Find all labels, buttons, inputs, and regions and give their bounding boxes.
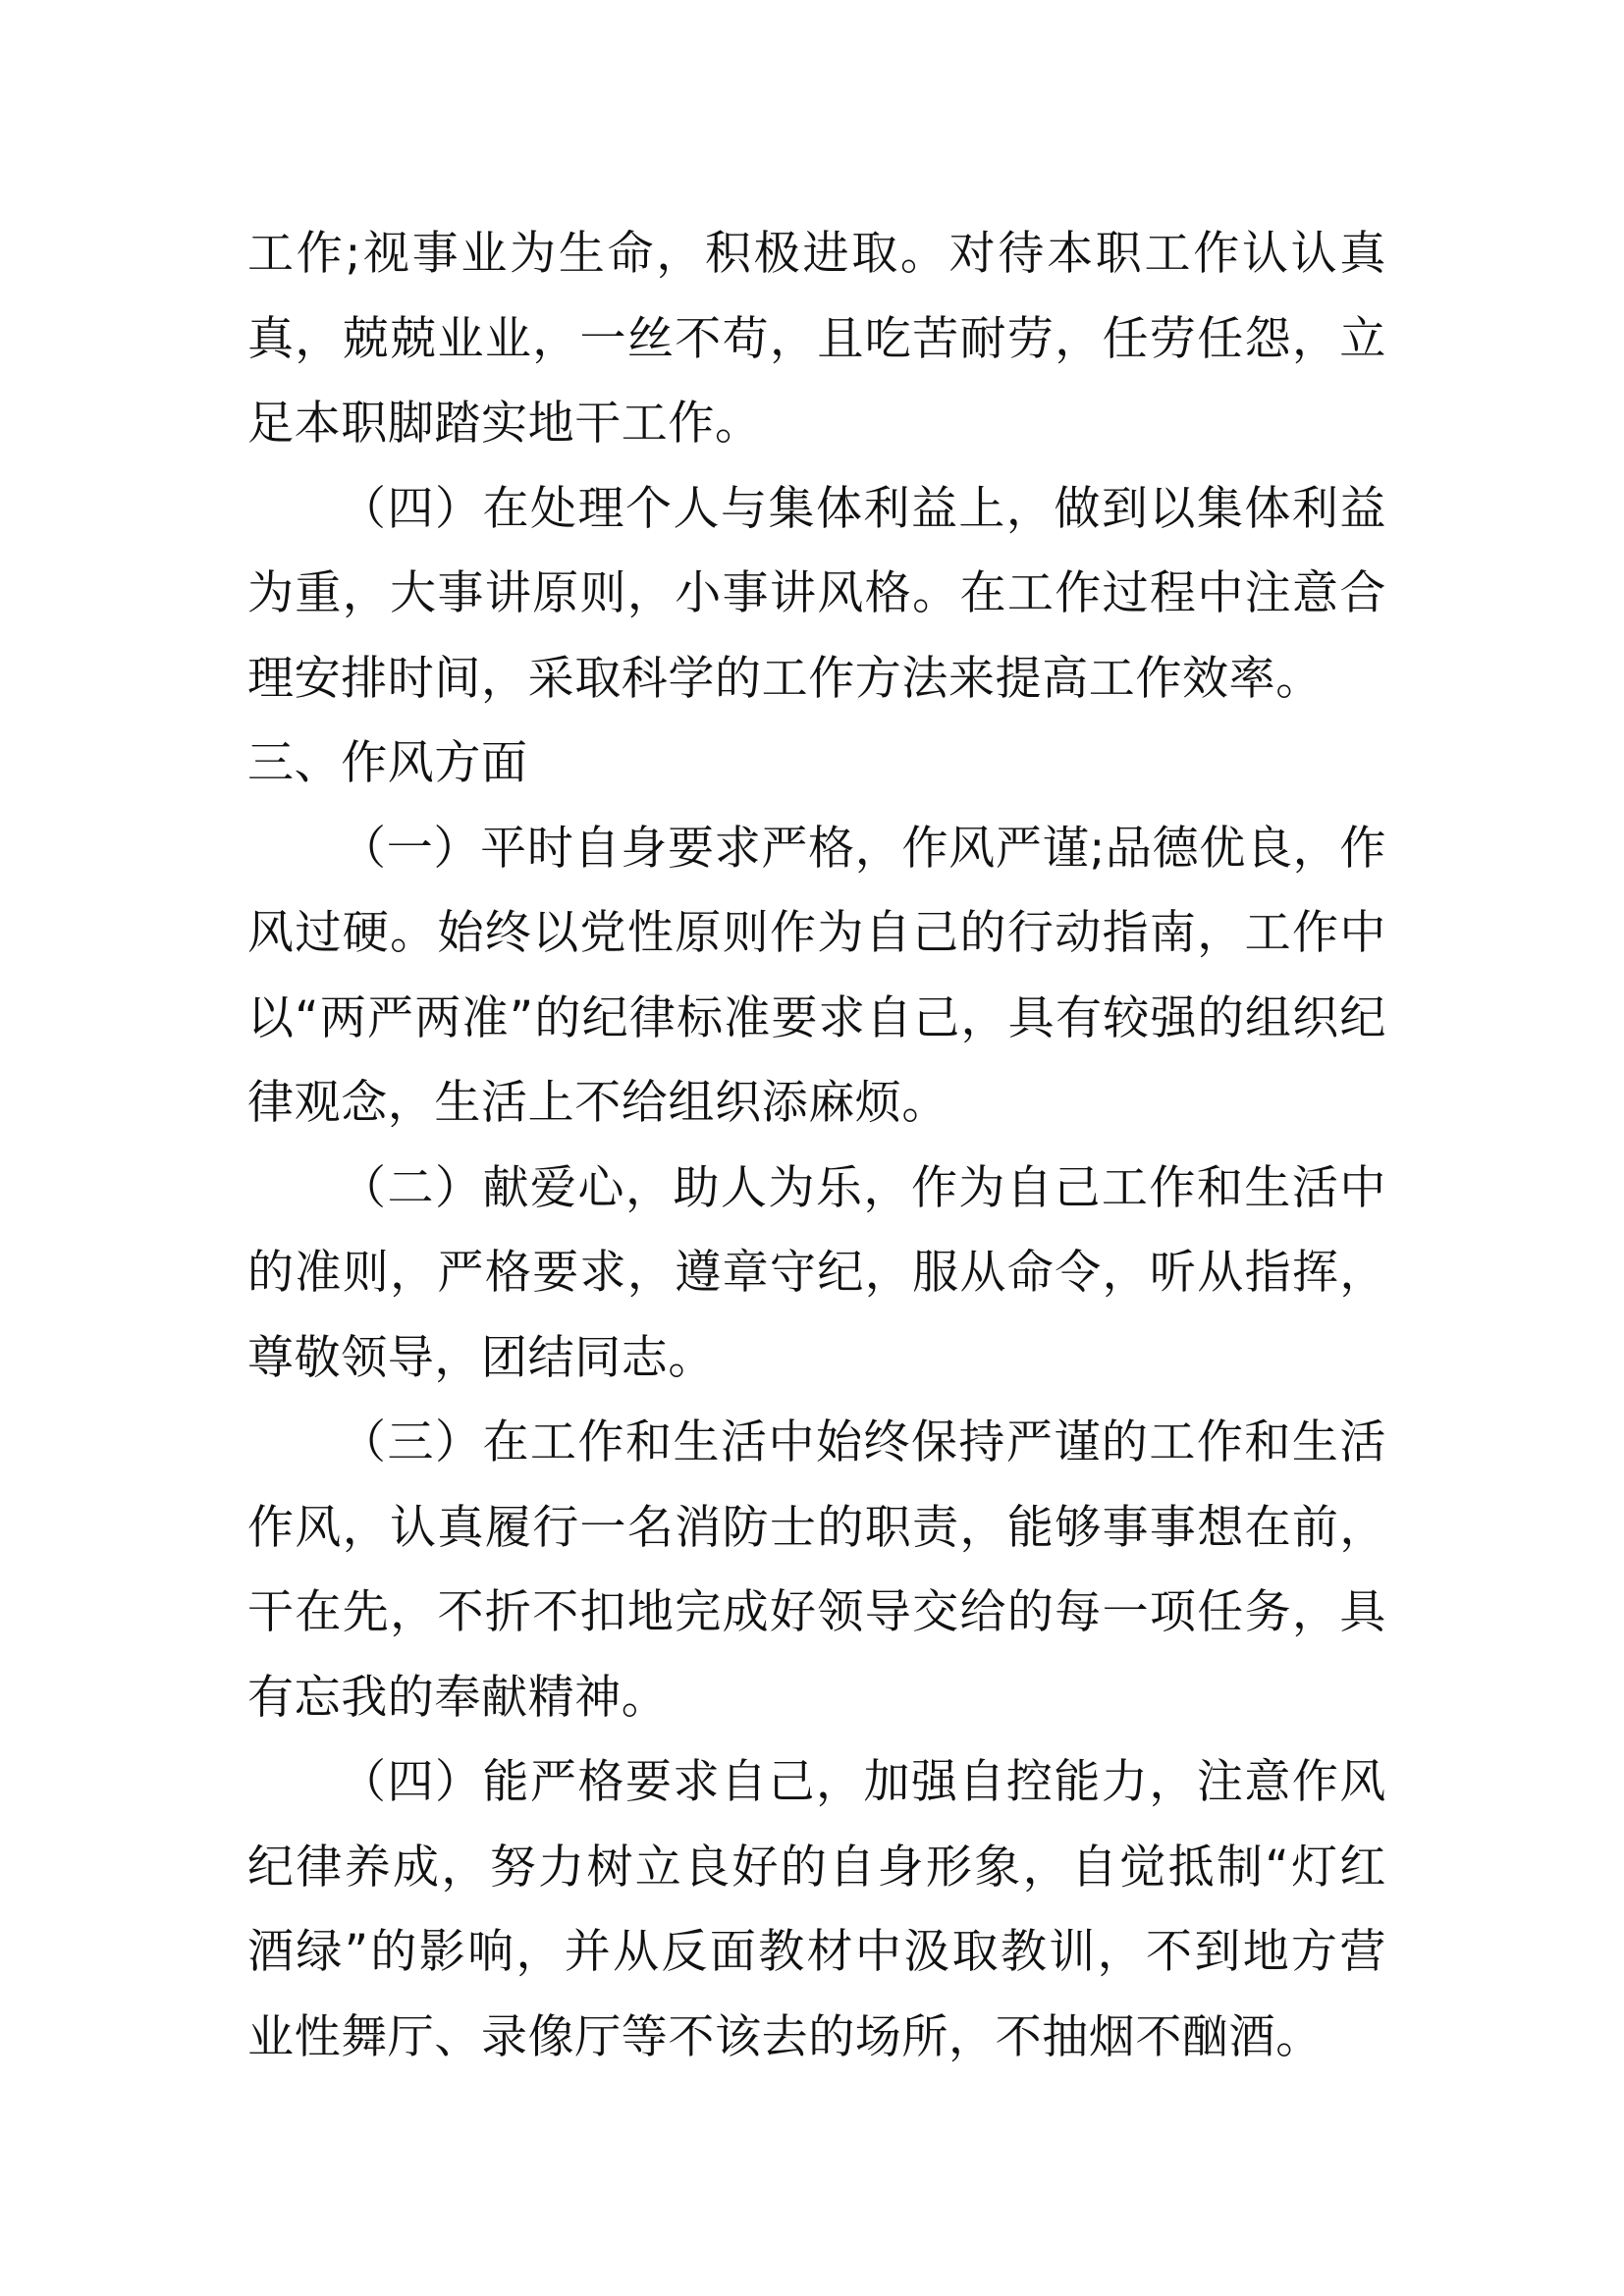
paragraph-one-strict-requirements: （一）平时自身要求严格，作风严谨;品德优良，作风过硬。始终以党性原则作为自己的行动指南，工作中以“两严两准”的纪律标准要求自己，具有较强的组织纪律观念，生活上不给组织添麻烦。	[247, 821, 1386, 1130]
paragraph-four-collective-interest: （四）在处理个人与集体利益上，做到以集体利益为重，大事讲原则，小事讲风格。在工作过程中注意合理安排时间，采取科学的工作方法来提高工作效率。	[247, 481, 1386, 706]
paragraph-work-attitude-continued: 工作;视事业为生命，积极进取。对待本职工作认认真真，兢兢业业，一丝不苟，且吃苦耐劳，任劳任怨，立足本职脚踏实地干工作。	[247, 227, 1386, 451]
section-heading-style: 三、作风方面	[247, 736, 528, 790]
paragraph-four-self-control: （四）能严格要求自己，加强自控能力，注意作风纪律养成，努力树立良好的自身形象，自觉抵制“灯红酒绿”的影响，并从反面教材中汲取教训，不到地方营业性舞厅、录像厅等不该去的场所，不抽烟不酗酒。	[247, 1755, 1386, 2064]
paragraph-three-rigorous-style: （三）在工作和生活中始终保持严谨的工作和生活作风，认真履行一名消防士的职责，能够事事想在前，干在先，不折不扣地完成好领导交给的每一项任务，具有忘我的奉献精神。	[247, 1415, 1386, 1725]
paragraph-two-helping-others: （二）献爱心，助人为乐，作为自己工作和生活中的准则，严格要求，遵章守纪，服从命令，听从指挥，尊敬领导，团结同志。	[247, 1160, 1386, 1385]
document-body	[247, 212, 1386, 2080]
